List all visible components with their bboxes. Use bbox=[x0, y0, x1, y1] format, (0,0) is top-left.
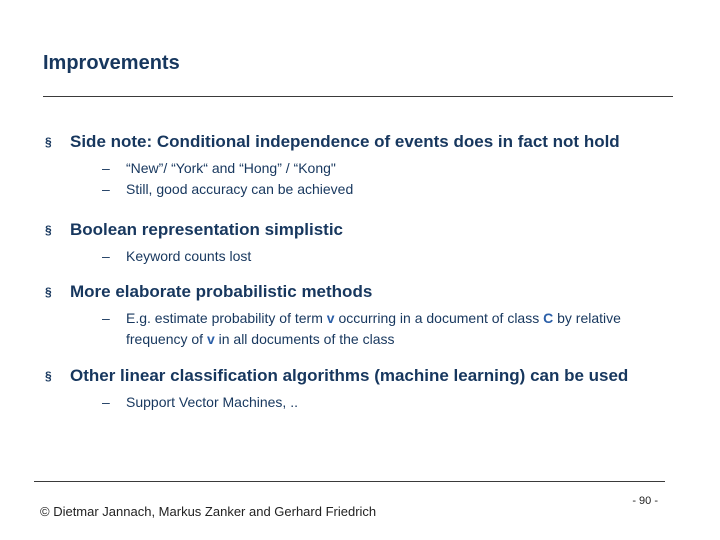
sub-item bbox=[102, 246, 343, 267]
sub-text: Support Vector Machines, .. bbox=[126, 394, 298, 410]
bullet-text: Side note: Conditional independence of events does in fact not hold bbox=[70, 132, 620, 151]
bullet-text: More elaborate probabilistic methods bbox=[70, 282, 373, 301]
sub-item bbox=[102, 179, 620, 200]
dash-icon: – bbox=[102, 181, 110, 197]
bullet-item-independence bbox=[45, 130, 620, 200]
page-number: - 90 - bbox=[632, 495, 658, 507]
dash-icon: – bbox=[102, 310, 110, 326]
section-bullet-icon: § bbox=[45, 135, 52, 149]
sub-text-part: in all documents of the class bbox=[214, 331, 395, 347]
title-divider bbox=[43, 96, 673, 97]
sub-list bbox=[102, 392, 628, 413]
sub-list bbox=[102, 158, 620, 200]
sub-text-part: E.g. estimate probability of term bbox=[126, 310, 327, 326]
section-bullet-icon: § bbox=[45, 369, 52, 383]
variable-v: v bbox=[326, 310, 335, 326]
sub-text: “New”/ “York“ and “Hong” / “Kong" bbox=[126, 160, 336, 176]
sub-text: Keyword counts lost bbox=[126, 248, 252, 264]
variable-v: v bbox=[206, 331, 215, 347]
sub-text-part: occurring in a document of class bbox=[334, 310, 544, 326]
bullet-item-probabilistic bbox=[45, 280, 685, 350]
bullet-text: Boolean representation simplistic bbox=[70, 220, 344, 239]
variable-c: C bbox=[543, 310, 554, 326]
sub-text-part: by relative frequency of bbox=[126, 310, 621, 347]
sub-item bbox=[102, 158, 620, 179]
slide-title: Improvements bbox=[43, 52, 180, 74]
sub-item bbox=[102, 308, 685, 350]
sub-item bbox=[102, 392, 628, 413]
dash-icon: – bbox=[102, 394, 110, 410]
dash-icon: – bbox=[102, 248, 110, 264]
sub-text: Still, good accuracy can be achieved bbox=[126, 181, 354, 197]
section-bullet-icon: § bbox=[45, 285, 52, 299]
dash-icon: – bbox=[102, 160, 110, 176]
sub-list bbox=[102, 308, 685, 350]
footer-copyright: © Dietmar Jannach, Markus Zanker and Gerhard Friedrich bbox=[40, 504, 377, 519]
bullet-item-linear-classification bbox=[45, 364, 628, 413]
bullet-text: Other linear classification algorithms (machine learning) can be used bbox=[70, 366, 629, 385]
bullet-item-boolean bbox=[45, 218, 343, 267]
sub-list bbox=[102, 246, 343, 267]
footer-divider bbox=[34, 481, 665, 482]
section-bullet-icon: § bbox=[45, 223, 52, 237]
